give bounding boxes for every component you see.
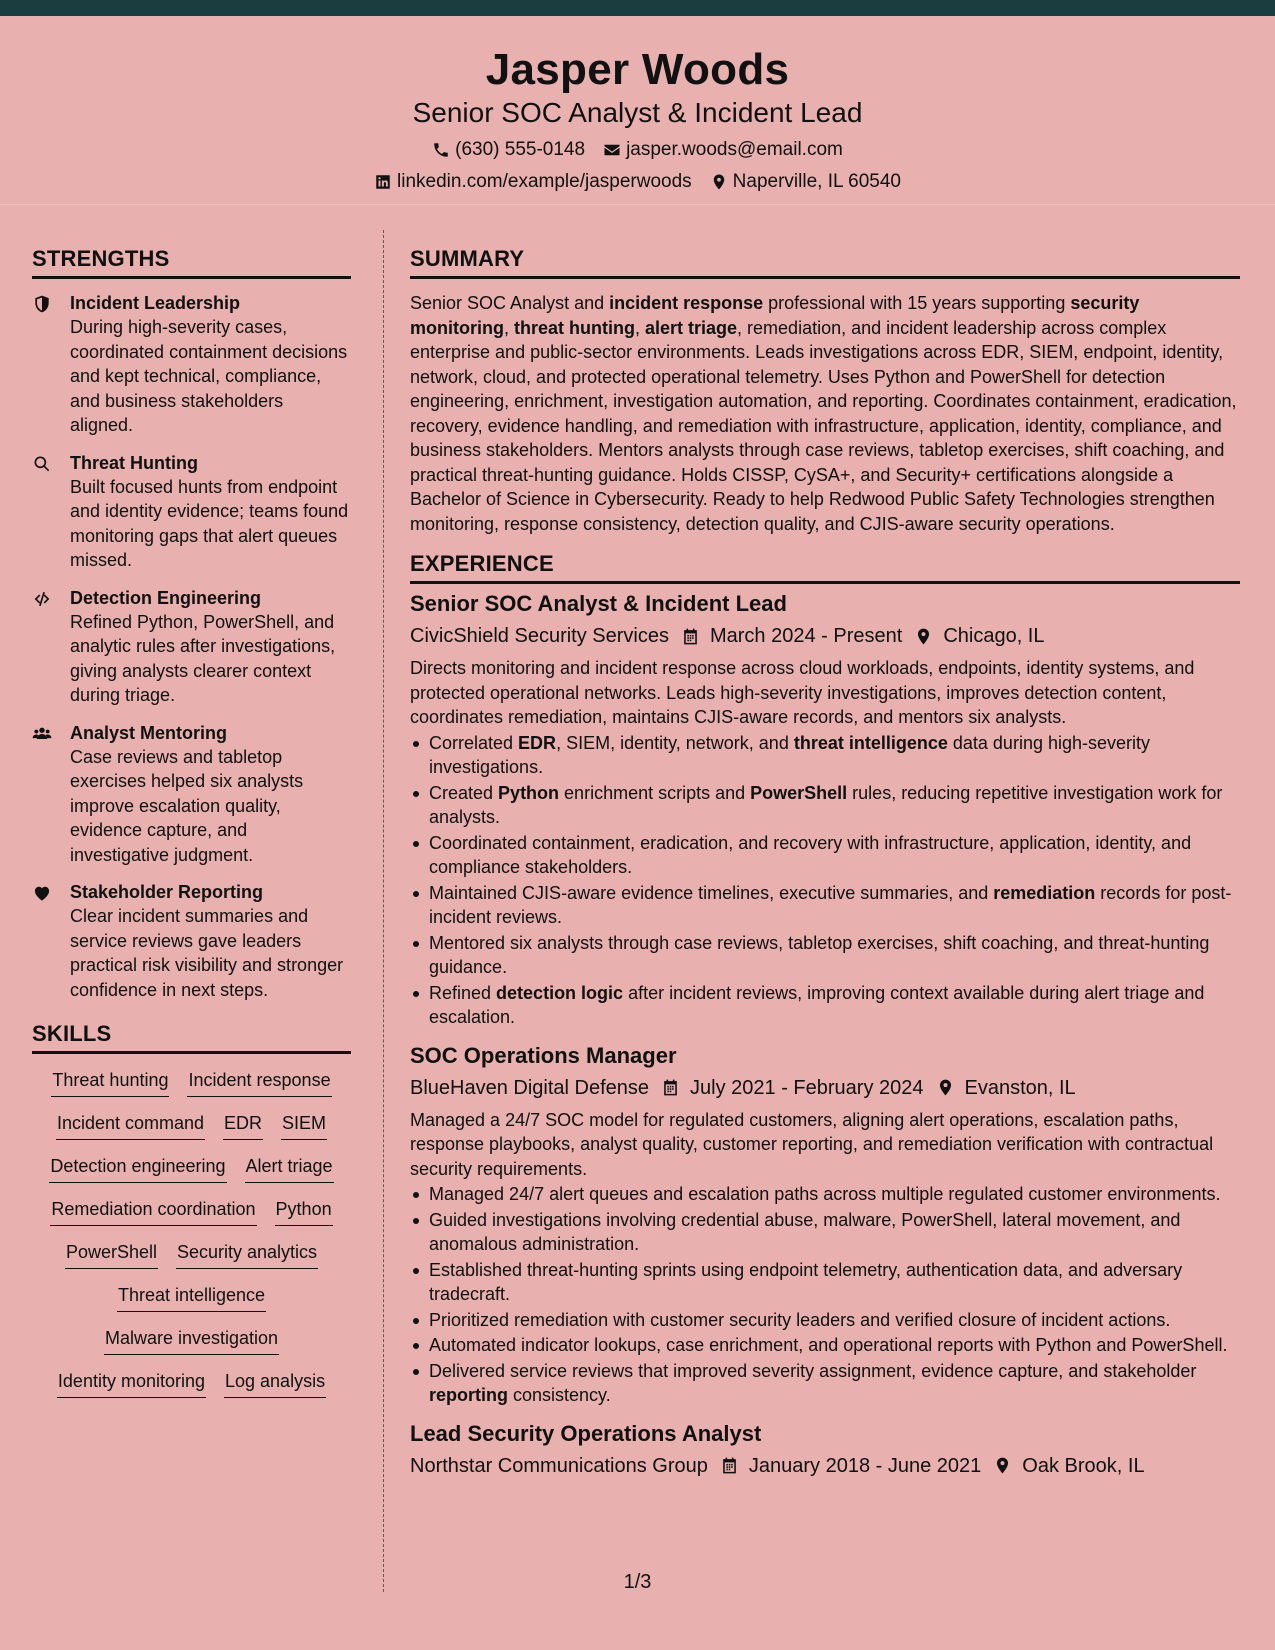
bullet-emphasis: Python xyxy=(498,782,560,803)
bullet-text: data during high-severity investigations. xyxy=(429,732,1151,777)
bullet-text: records for post-incident reviews. xyxy=(429,882,1232,927)
strength-item xyxy=(32,721,351,868)
users-icon xyxy=(32,724,52,744)
job-meta xyxy=(410,1452,1240,1480)
map-pin-icon xyxy=(993,1456,1012,1475)
skill-tag: Python xyxy=(275,1197,333,1226)
bullet-text: Managed 24/7 alert queues and escalation paths across multiple regulated customer environments. xyxy=(429,1184,1221,1204)
strengths-list xyxy=(32,291,351,1002)
contact-phone xyxy=(432,138,585,162)
job-title: Lead Security Operations Analyst xyxy=(410,1420,762,1446)
job-bullets xyxy=(410,1182,1240,1408)
phone-icon xyxy=(432,141,450,159)
job-bullet xyxy=(410,981,1240,1030)
job-bullets xyxy=(410,731,1240,1030)
job-bullet xyxy=(410,1258,1240,1307)
strength-description: During high-severity cases, coordinated containment decisions and kept technical, compliance, and business stakeholders aligned. xyxy=(70,317,348,435)
strength-item xyxy=(32,451,351,573)
strength-icon-wrap xyxy=(32,721,70,868)
job-bullet xyxy=(410,1308,1240,1333)
strength-item xyxy=(32,586,351,708)
job-bullet xyxy=(410,931,1240,980)
job-location: Evanston, IL xyxy=(964,1076,1076,1099)
map-pin-icon xyxy=(914,627,933,646)
summary-text: , remediation, and incident leadership across complex enterprise and public-sector environments. Leads investigations across EDR, SIEM, endpoint, identity, network, cloud, and protected operational telemetry. Uses Python and PowerShell for detection engineering, enrichment, investigation automation, and reporting. Coordinates containment, eradication, recovery, evidence handling, and remediation with infrastructure, application, identity, compliance, and business stakeholders. Mentors analysts through case reviews, tabletop exercises, shift coaching, and practical threat-hunting guidance. Holds CISSP, CySA+, and Security+ certifications alongside a Bachelor of Science in Cybersecurity. Ready to help Redwood Public Safety Technologies strengthen monitoring, response consistency, detection quality, and CJIS-aware security operations. xyxy=(410,317,1237,534)
bullet-emphasis: remediation xyxy=(993,882,1096,903)
page-number: 1/3 xyxy=(623,1571,652,1593)
header-separator xyxy=(0,204,1275,205)
strength-title: Stakeholder Reporting xyxy=(70,882,264,902)
skill-tag: Threat hunting xyxy=(51,1068,169,1097)
strength-body xyxy=(70,291,351,438)
jobs-list xyxy=(410,590,1240,1480)
strength-title: Threat Hunting xyxy=(70,452,198,473)
bullet-text: Created xyxy=(429,782,499,803)
bullet-text: rules, reducing repetitive investigation work for analysts. xyxy=(429,782,1223,827)
job-entry xyxy=(410,590,1240,1030)
strength-icon-wrap xyxy=(32,291,70,438)
job-location: Oak Brook, IL xyxy=(1022,1454,1145,1477)
summary-text: , xyxy=(503,317,514,338)
job-location: Chicago, IL xyxy=(943,625,1045,647)
map-pin-icon xyxy=(936,1078,955,1097)
summary-text: , xyxy=(634,317,645,338)
job-dates: March 2024 - Present xyxy=(709,625,903,647)
calendar-icon xyxy=(681,627,700,646)
skills-heading: SKILLS xyxy=(32,1020,351,1054)
strengths-heading: STRENGTHS xyxy=(32,245,351,279)
job-entry xyxy=(410,1420,1240,1480)
linkedin-text[interactable]: linkedin.com/example/jasperwoods xyxy=(397,171,692,192)
linkedin-icon xyxy=(374,173,392,191)
skill-tag: Remediation coordination xyxy=(50,1197,256,1226)
bullet-text: after incident reviews, improving context available during alert triage and escalation. xyxy=(429,982,1205,1027)
job-bullet xyxy=(410,1333,1240,1358)
job-dates: January 2018 - June 2021 xyxy=(748,1454,982,1477)
right-column xyxy=(410,245,1240,1486)
bullet-text: Automated indicator lookups, case enrichment, and operational reports with Python and PowerShell. xyxy=(429,1335,1228,1355)
shield-icon xyxy=(32,294,52,314)
candidate-title: Senior SOC Analyst & Incident Lead xyxy=(412,97,863,128)
strength-body xyxy=(70,880,351,1002)
strength-description: Case reviews and tabletop exercises helped six analysts improve escalation quality, evidence capture, and investigative judgment. xyxy=(70,746,304,865)
location-text: Naperville, IL 60540 xyxy=(732,171,901,192)
skill-tag: Alert triage xyxy=(245,1154,334,1183)
heart-icon xyxy=(32,883,52,903)
job-bullet xyxy=(410,881,1240,930)
strength-item xyxy=(32,291,351,438)
job-title: Senior SOC Analyst & Incident Lead xyxy=(410,591,787,616)
calendar-icon xyxy=(661,1078,680,1097)
job-description: Directs monitoring and incident response across cloud workloads, endpoints, identity systems, and protected operational networks. Leads high-severity investigations, improves detection content, coordinates remediation, maintains CJIS-aware records, and mentors six analysts. xyxy=(410,658,1195,727)
bullet-text: consistency. xyxy=(508,1385,611,1405)
column-divider xyxy=(383,230,384,1592)
skill-tag: Incident response xyxy=(187,1068,331,1097)
bullet-emphasis: reporting xyxy=(429,1385,508,1405)
bullet-text: Guided investigations involving credential abuse, malware, PowerShell, lateral movement, and anomalous administration. xyxy=(429,1209,1181,1254)
skill-tag: SIEM xyxy=(281,1111,327,1140)
job-bullet xyxy=(410,831,1240,880)
job-bullet xyxy=(410,1208,1240,1257)
contact-line-2 xyxy=(0,170,1275,194)
contact-location xyxy=(710,170,901,194)
bullet-text: Refined xyxy=(429,982,497,1003)
job-bullet xyxy=(410,731,1240,780)
summary-text: Senior SOC Analyst and xyxy=(410,293,610,313)
skill-tag: Threat intelligence xyxy=(117,1283,266,1312)
phone-text: (630) 555-0148 xyxy=(455,139,586,160)
summary-emphasis: security monitoring xyxy=(410,293,1140,338)
strength-icon-wrap xyxy=(32,586,70,708)
job-company: BlueHaven Digital Defense xyxy=(410,1076,650,1099)
summary-emphasis: incident response xyxy=(609,293,764,313)
skill-tag: Incident command xyxy=(56,1111,205,1140)
job-bullet xyxy=(410,1359,1240,1408)
skill-tag: Log analysis xyxy=(224,1369,326,1398)
summary-emphasis: alert triage xyxy=(645,317,738,338)
bullet-emphasis: threat intelligence xyxy=(793,732,948,753)
bullet-text: Mentored six analysts through case reviews, tabletop exercises, shift coaching, and threat-hunting guidance. xyxy=(429,932,1210,977)
bullet-emphasis: PowerShell xyxy=(750,782,848,803)
skills-list xyxy=(32,1066,351,1398)
strength-body xyxy=(70,721,351,868)
bullet-text: Coordinated containment, eradication, and recovery with infrastructure, application, identity, and compliance stakeholders. xyxy=(429,832,1192,877)
search-icon xyxy=(32,454,52,474)
strength-title: Incident Leadership xyxy=(70,293,241,313)
skill-tag: Security analytics xyxy=(176,1240,318,1269)
summary-heading: SUMMARY xyxy=(410,245,1240,279)
job-bullet xyxy=(410,781,1240,830)
strength-body xyxy=(70,586,351,708)
code-icon xyxy=(32,589,52,609)
bullet-text: Delivered service reviews that improved severity assignment, evidence capture, and stakeholder xyxy=(429,1360,1197,1381)
job-description: Managed a 24/7 SOC model for regulated customers, aligning alert operations, escalation paths, response playbooks, analyst quality, customer reporting, and remediation verification with contractual security requirements. xyxy=(410,1109,1214,1179)
job-entry xyxy=(410,1042,1240,1408)
candidate-name: Jasper Woods xyxy=(485,45,790,94)
strength-title: Analyst Mentoring xyxy=(70,722,228,743)
bullet-text: Maintained CJIS-aware evidence timelines, executive summaries, and xyxy=(429,882,994,903)
bullet-text: Prioritized remediation with customer security leaders and verified closure of incident actions. xyxy=(429,1309,1171,1330)
job-company: CivicShield Security Services xyxy=(410,625,669,647)
contact-line-1 xyxy=(0,138,1275,162)
strength-icon-wrap xyxy=(32,880,70,1002)
bullet-text: , SIEM, identity, network, and xyxy=(556,732,794,753)
skill-tag: EDR xyxy=(223,1111,263,1140)
resume-header xyxy=(0,16,1275,204)
bullet-text: Correlated xyxy=(429,732,519,753)
strength-title: Detection Engineering xyxy=(70,587,262,608)
envelope-icon xyxy=(603,141,621,159)
job-title: SOC Operations Manager xyxy=(410,1042,677,1068)
experience-heading: EXPERIENCE xyxy=(410,550,1240,584)
skill-tag: PowerShell xyxy=(65,1240,158,1269)
bullet-emphasis: EDR xyxy=(518,732,557,753)
left-column xyxy=(32,245,351,1398)
strength-description: Refined Python, PowerShell, and analytic rules after investigations, giving analysts clearer context during triage. xyxy=(70,611,336,705)
summary-text xyxy=(410,291,1240,536)
skill-tag: Identity monitoring xyxy=(57,1369,206,1398)
skill-tag: Detection engineering xyxy=(49,1154,226,1183)
strength-description: Built focused hunts from endpoint and identity evidence; teams found monitoring gaps that alert queues missed. xyxy=(70,476,349,570)
calendar-icon xyxy=(720,1456,739,1475)
strength-body xyxy=(70,451,351,573)
summary-emphasis: threat hunting xyxy=(514,317,635,338)
job-meta xyxy=(410,622,1240,650)
bullet-text: enrichment scripts and xyxy=(559,782,751,803)
map-pin-icon xyxy=(710,173,728,191)
skill-tag: Malware investigation xyxy=(104,1326,279,1355)
job-company: Northstar Communications Group xyxy=(410,1454,708,1477)
strength-item xyxy=(32,880,351,1002)
summary-text: professional with 15 years supporting xyxy=(763,293,1071,313)
top-accent-bar xyxy=(0,0,1275,16)
email-text[interactable]: jasper.woods@email.com xyxy=(626,139,843,160)
contact-linkedin[interactable] xyxy=(374,170,692,194)
job-meta xyxy=(410,1074,1240,1102)
job-dates: July 2021 - February 2024 xyxy=(690,1076,924,1099)
strength-description: Clear incident summaries and service reviews gave leaders practical risk visibility and stronger confidence in next steps. xyxy=(70,906,344,1000)
contact-email[interactable] xyxy=(603,138,843,162)
job-bullet xyxy=(410,1182,1240,1207)
bullet-text: Established threat-hunting sprints using endpoint telemetry, authentication data, and adversary tradecraft. xyxy=(429,1259,1183,1304)
strength-icon-wrap xyxy=(32,451,70,573)
bullet-emphasis: detection logic xyxy=(496,982,624,1003)
